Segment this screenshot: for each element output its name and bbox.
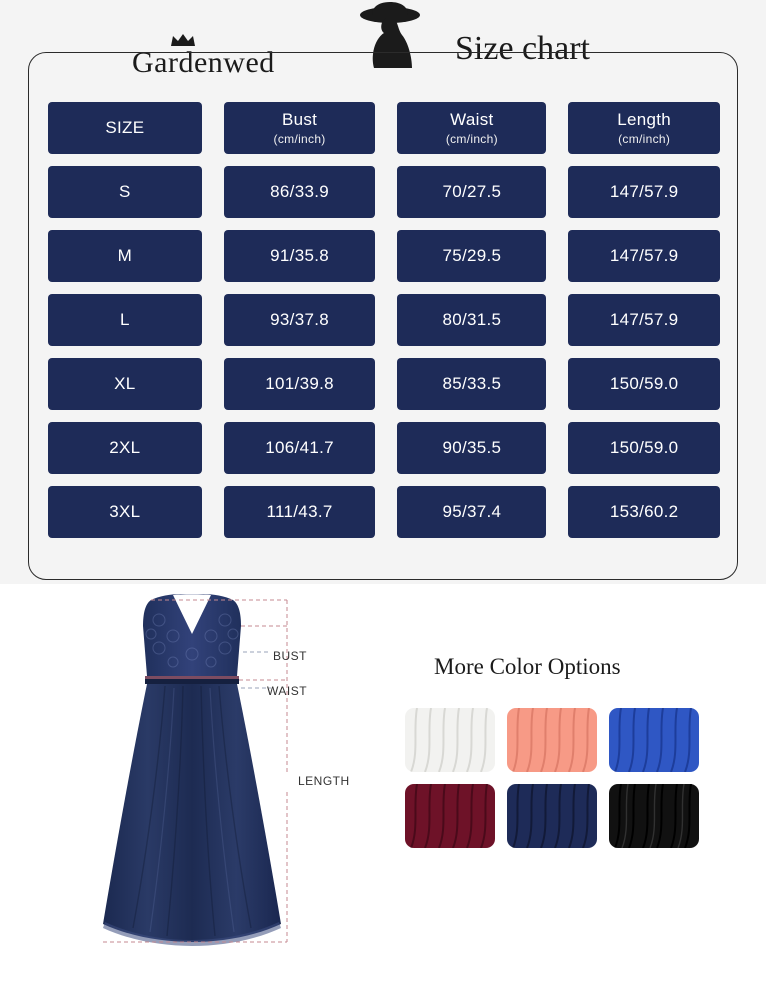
color-options-title: More Color Options — [434, 654, 621, 679]
cell-size: 3XL — [48, 486, 202, 538]
header-unit: (cm/inch) — [445, 132, 498, 146]
header-unit: (cm/inch) — [618, 132, 671, 146]
crown-icon — [170, 33, 196, 47]
cell-length: 153/60.2 — [568, 486, 720, 538]
fabric-folds-icon — [609, 708, 699, 772]
color-swatch-coral[interactable] — [507, 708, 597, 772]
cell-bust: 86/33.9 — [224, 166, 376, 218]
color-swatch-burgundy[interactable] — [405, 784, 495, 848]
fabric-folds-icon — [507, 784, 597, 848]
header-label: Bust — [281, 110, 318, 129]
cell-waist: 90/35.5 — [397, 422, 546, 474]
cell-size: 2XL — [48, 422, 202, 474]
cell-bust: 111/43.7 — [224, 486, 376, 538]
cell-length: 150/59.0 — [568, 358, 720, 410]
color-swatch-black[interactable] — [609, 784, 699, 848]
cell-waist: 85/33.5 — [397, 358, 546, 410]
cell-bust: 91/35.8 — [224, 230, 376, 282]
header-label: Length — [617, 110, 672, 129]
color-swatch-grid — [405, 708, 701, 860]
cell-bust: 93/37.8 — [224, 294, 376, 346]
fabric-folds-icon — [405, 708, 495, 772]
fabric-folds-icon — [507, 708, 597, 772]
cell-waist: 95/37.4 — [397, 486, 546, 538]
cell-length: 147/57.9 — [568, 294, 720, 346]
size-chart-table — [48, 102, 720, 550]
color-swatch-navy[interactable] — [507, 784, 597, 848]
cell-size: M — [48, 230, 202, 282]
label-length: LENGTH — [298, 774, 350, 788]
table-row — [48, 166, 720, 218]
cell-waist: 70/27.5 — [397, 166, 546, 218]
color-swatch-row — [405, 784, 701, 848]
table-header-waist — [397, 102, 546, 154]
table-header-length — [568, 102, 720, 154]
cell-length: 150/59.0 — [568, 422, 720, 474]
cell-size: S — [48, 166, 202, 218]
cell-length: 147/57.9 — [568, 230, 720, 282]
table-row — [48, 422, 720, 474]
cell-length: 147/57.9 — [568, 166, 720, 218]
cell-bust: 101/39.8 — [224, 358, 376, 410]
table-header-row — [48, 102, 720, 154]
table-row — [48, 230, 720, 282]
bottom-panel — [0, 584, 766, 1000]
fabric-folds-icon — [405, 784, 495, 848]
cell-waist: 75/29.5 — [397, 230, 546, 282]
color-swatch-white[interactable] — [405, 708, 495, 772]
header-unit: (cm/inch) — [273, 132, 326, 146]
cell-waist: 80/31.5 — [397, 294, 546, 346]
header-label: Waist — [450, 110, 494, 129]
table-header-bust — [224, 102, 376, 154]
label-waist: WAIST — [267, 684, 308, 698]
color-swatch-royal-blue[interactable] — [609, 708, 699, 772]
fabric-folds-icon — [609, 784, 699, 848]
measurement-diagram — [55, 592, 350, 967]
cell-size: XL — [48, 358, 202, 410]
label-bust: BUST — [273, 649, 308, 663]
table-row — [48, 486, 720, 538]
table-header-size — [48, 102, 202, 154]
header-label: SIZE — [105, 118, 145, 137]
brand-name: Gardenwed — [132, 46, 275, 79]
page-title: Size chart — [455, 30, 590, 67]
cell-size: L — [48, 294, 202, 346]
cell-bust: 106/41.7 — [224, 422, 376, 474]
table-row — [48, 294, 720, 346]
table-row — [48, 358, 720, 410]
color-swatch-row — [405, 708, 701, 772]
